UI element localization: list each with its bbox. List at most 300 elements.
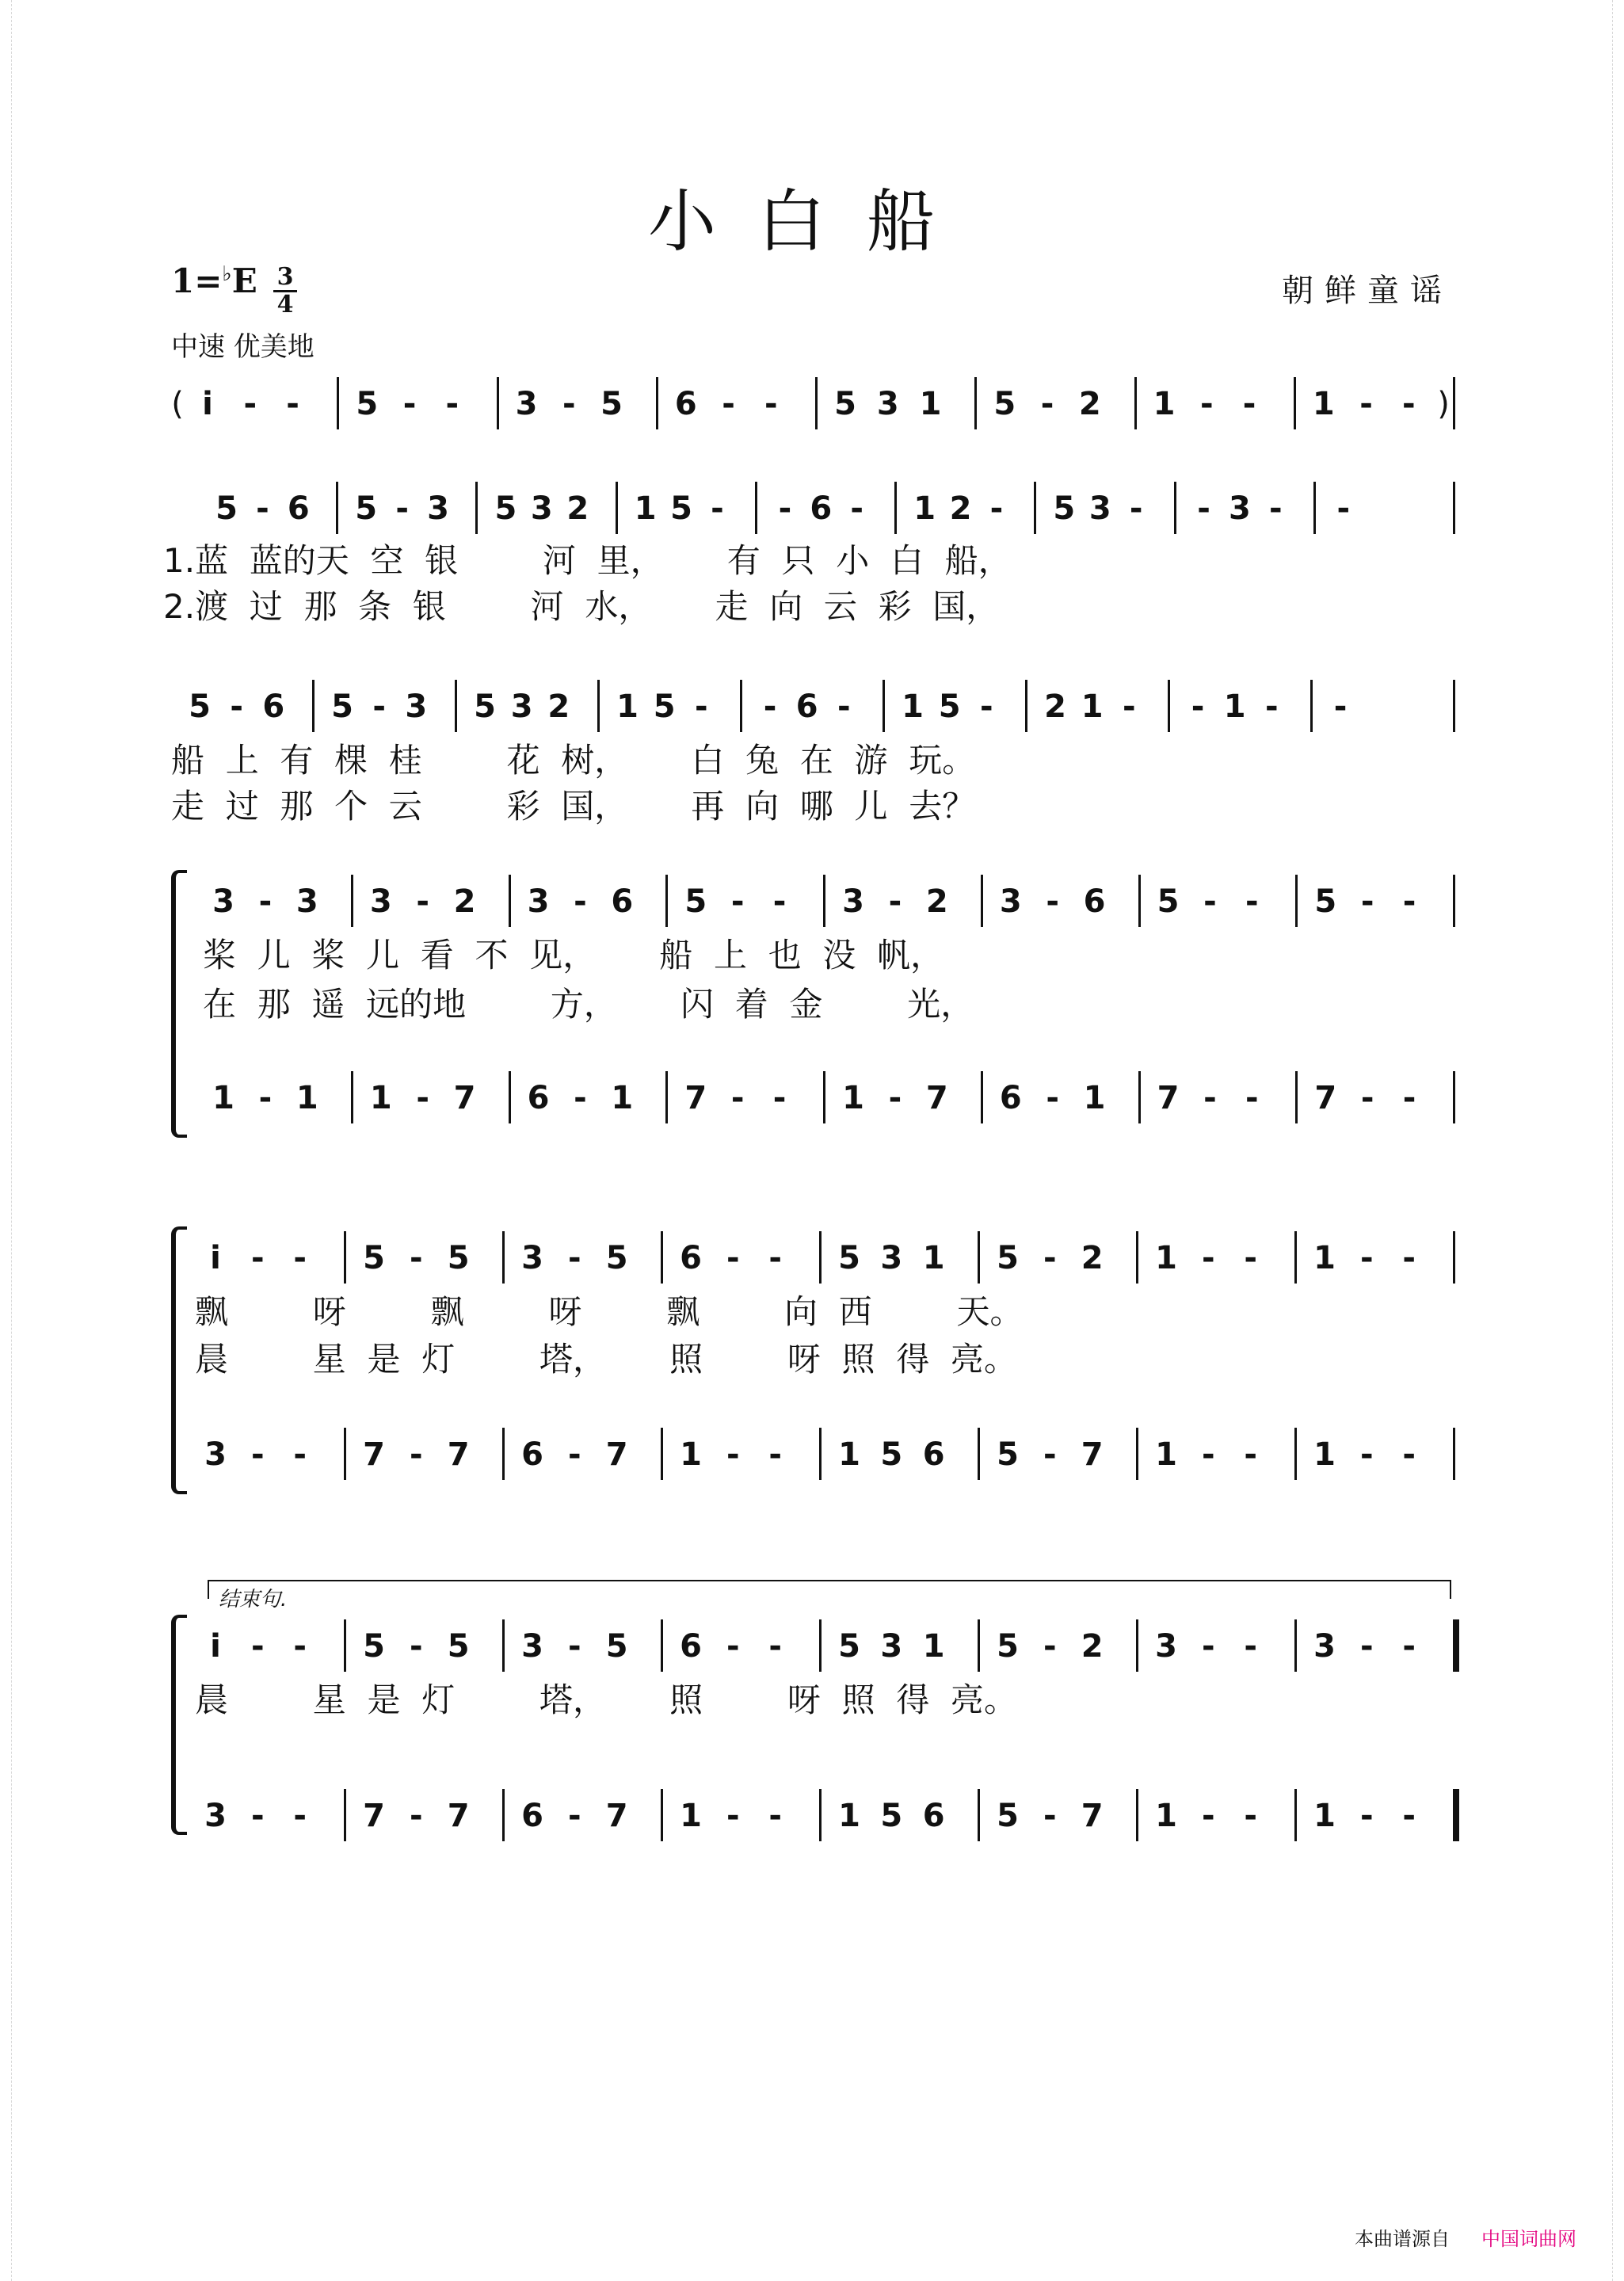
barline <box>1034 482 1036 534</box>
song-title: 小白船 <box>648 182 976 261</box>
ending-lower-row <box>0 1792 1624 1840</box>
note: - <box>1245 883 1259 920</box>
note: - <box>1129 490 1143 527</box>
note: - <box>772 883 787 920</box>
note: 5 <box>997 1798 1019 1834</box>
barline <box>978 1231 980 1284</box>
note: 7 <box>447 1436 470 1473</box>
barline <box>502 1619 505 1672</box>
note: i <box>210 1240 221 1276</box>
note: - <box>888 883 902 920</box>
barline <box>819 1619 822 1672</box>
note: 2 <box>566 490 589 527</box>
note: - <box>568 1628 581 1665</box>
note: - <box>778 490 792 527</box>
note: 1 <box>1155 1798 1177 1834</box>
note: - <box>722 386 735 422</box>
note: - <box>1245 1080 1259 1116</box>
barline <box>823 1071 825 1123</box>
note: - <box>1203 883 1217 920</box>
note: 3 <box>204 1798 227 1834</box>
lyric-chorus1-line2: 飘 呀 飘 呀 飘 向 西 天。 <box>195 1292 1024 1331</box>
note: - <box>251 1628 265 1665</box>
note: - <box>402 386 417 422</box>
barline <box>755 482 757 534</box>
note: - <box>1244 1436 1257 1473</box>
note: 6 <box>795 688 818 725</box>
chorus-lower-row1 <box>0 1074 1624 1122</box>
barline <box>1136 1428 1138 1480</box>
lyric-verse2-line1: 2.渡 过 那 条 银 河 水， 走 向 云 彩 国， <box>163 587 1000 626</box>
barline <box>819 1231 822 1284</box>
barline <box>1453 1428 1455 1480</box>
note: 6 <box>521 1436 543 1473</box>
barline <box>312 680 315 732</box>
note: - <box>1043 1798 1057 1834</box>
note: - <box>1360 1436 1374 1473</box>
barline <box>883 680 885 732</box>
barline <box>336 482 338 534</box>
note: - <box>726 1240 740 1276</box>
note: 3 <box>880 1240 903 1276</box>
note: 7 <box>1081 1436 1104 1473</box>
barline <box>1453 1071 1455 1123</box>
note: - <box>568 1240 581 1276</box>
note: - <box>1244 1628 1257 1665</box>
barline <box>502 1231 505 1284</box>
lyric-chorus2-line1: 在 那 遥 远的地 方， 闪 着 金 光， <box>203 985 974 1024</box>
note: 5 <box>684 883 707 920</box>
note: 7 <box>684 1080 707 1116</box>
note: 5 <box>938 688 961 725</box>
barline <box>1136 1231 1138 1284</box>
note: - <box>1402 883 1416 920</box>
barline <box>1025 680 1027 732</box>
note: 3 <box>521 1628 543 1665</box>
note: 6 <box>810 490 833 527</box>
note: 5 <box>355 490 378 527</box>
note: 3 <box>427 490 449 527</box>
note: - <box>768 1240 782 1276</box>
note: 3 <box>295 883 318 920</box>
time-signature: 3 4 <box>273 266 297 316</box>
barline <box>978 1428 980 1480</box>
note: - <box>1242 386 1256 422</box>
note: - <box>837 688 851 725</box>
barline <box>344 1428 346 1480</box>
barline <box>661 1619 663 1672</box>
note: - <box>1265 688 1279 725</box>
note: - <box>1197 490 1210 527</box>
note: 5 <box>880 1798 903 1834</box>
lyric-verse1-line1: 1.蓝 蓝的天 空 银 河 里， 有 只 小 白 船， <box>163 541 1012 580</box>
note: - <box>1046 883 1059 920</box>
note: 2 <box>949 490 972 527</box>
note: 7 <box>363 1798 385 1834</box>
note: - <box>445 386 459 422</box>
note: 1 <box>919 386 942 422</box>
note: 1 <box>1313 1436 1336 1473</box>
note: 6 <box>527 1080 550 1116</box>
note: 5 <box>834 386 856 422</box>
note: 6 <box>680 1628 702 1665</box>
note: - <box>1402 1080 1416 1116</box>
note: 5 <box>494 490 517 527</box>
note: 7 <box>605 1798 628 1834</box>
note: - <box>1244 1798 1257 1834</box>
note: 5 <box>447 1240 470 1276</box>
note: - <box>410 1436 423 1473</box>
note: 5 <box>838 1240 860 1276</box>
barline <box>981 875 983 927</box>
note: - <box>372 688 386 725</box>
note: 3 <box>842 883 864 920</box>
note: 1 <box>680 1798 702 1834</box>
barline <box>1294 1231 1297 1284</box>
lyric-chorus1-line1: 桨 儿 桨 儿 看 不 见， 船 上 也 没 帆， <box>203 936 944 975</box>
note: - <box>1402 1436 1416 1473</box>
note: 3 <box>204 1436 227 1473</box>
note: - <box>410 1798 423 1834</box>
note: - <box>1360 1240 1374 1276</box>
note: - <box>293 1436 307 1473</box>
note: - <box>768 1436 782 1473</box>
note: 1 <box>1081 688 1104 725</box>
note: 3 <box>999 883 1022 920</box>
note: 2 <box>547 688 570 725</box>
note: - <box>1202 1798 1215 1834</box>
barline <box>978 1619 980 1672</box>
note: - <box>1401 386 1416 422</box>
note: - <box>1360 1798 1374 1834</box>
barline <box>1294 1428 1297 1480</box>
note: 1 <box>1313 1240 1336 1276</box>
note: 5 <box>605 1628 628 1665</box>
barline <box>497 377 499 429</box>
note: 3 <box>405 688 428 725</box>
note: - <box>568 1436 581 1473</box>
note: 5 <box>215 490 238 527</box>
barline <box>1313 482 1316 534</box>
barline <box>974 377 977 429</box>
page-margin-left <box>0 0 12 2281</box>
note: 3 <box>880 1628 903 1665</box>
note: 2 <box>925 883 948 920</box>
barline <box>337 377 339 429</box>
note: 3 <box>212 883 234 920</box>
chorus-lower-row2 <box>0 1431 1624 1478</box>
tempo-marking: 中速 优美地 <box>171 331 315 363</box>
note: - <box>1359 386 1373 422</box>
barline <box>656 377 658 429</box>
note: - <box>1202 1628 1215 1665</box>
note: - <box>574 1080 587 1116</box>
note: - <box>568 1798 581 1834</box>
barline <box>1295 875 1298 927</box>
note: - <box>1360 1080 1374 1116</box>
note: i <box>202 386 213 422</box>
barline <box>1136 1789 1138 1841</box>
footer-site-link[interactable]: 中国词曲网 <box>1481 2228 1576 2250</box>
barline <box>344 1619 346 1672</box>
note: 1 <box>1312 386 1335 422</box>
note: 5 <box>189 688 211 725</box>
note: - <box>1043 1436 1057 1473</box>
note: 5 <box>838 1628 860 1665</box>
ending-label: 结束句. <box>219 1588 288 1612</box>
note: - <box>251 1240 265 1276</box>
system-brace-2 <box>171 1226 187 1494</box>
lyric-ending: 晨 星 是 灯 塔， 照 呀 照 得 亮。 <box>195 1680 1018 1719</box>
note: 2 <box>1081 1628 1104 1665</box>
note: 1 <box>369 1080 392 1116</box>
note: - <box>730 1080 745 1116</box>
barline <box>1453 1231 1455 1284</box>
ending-upper-row <box>0 1623 1624 1670</box>
note: - <box>1336 490 1351 527</box>
barline <box>475 482 478 534</box>
note: 6 <box>611 883 634 920</box>
barline <box>1294 377 1296 429</box>
chorus-upper-row1 <box>0 878 1624 925</box>
note: - <box>410 1240 423 1276</box>
barline <box>1138 1071 1141 1123</box>
composer: 朝鲜童谣 <box>1282 273 1453 309</box>
barline <box>1453 482 1455 534</box>
barline <box>1294 1619 1297 1672</box>
note: - <box>410 1628 423 1665</box>
barline <box>665 1071 668 1123</box>
barline <box>344 1789 346 1841</box>
note: 5 <box>474 688 496 725</box>
note: 1 <box>212 1080 234 1116</box>
note: - <box>230 688 243 725</box>
note: - <box>989 490 1004 527</box>
note: - <box>1402 1628 1416 1665</box>
note: 6 <box>1083 883 1106 920</box>
note: 1 <box>680 1436 702 1473</box>
note: 6 <box>922 1798 945 1834</box>
note: - <box>1040 386 1054 422</box>
note: - <box>1360 883 1374 920</box>
barline <box>597 680 600 732</box>
note: 5 <box>356 386 379 422</box>
note: 5 <box>1314 883 1337 920</box>
lyric-chorus2-line2: 晨 星 是 灯 塔， 照 呀 照 得 亮。 <box>195 1340 1018 1379</box>
note: 5 <box>1157 883 1180 920</box>
note: - <box>763 688 777 725</box>
note: 2 <box>453 883 476 920</box>
barline <box>661 1231 663 1284</box>
note: - <box>768 1628 782 1665</box>
close-paren: ) <box>1437 386 1450 422</box>
note: - <box>1199 386 1214 422</box>
note: 3 <box>527 883 550 920</box>
note: - <box>256 490 269 527</box>
note: 1 <box>1083 1080 1106 1116</box>
note: 5 <box>993 386 1016 422</box>
note: 3 <box>510 688 533 725</box>
note: 3 <box>521 1240 543 1276</box>
footer-source: 本曲谱源自 <box>1355 2228 1450 2250</box>
note: - <box>1046 1080 1059 1116</box>
note: - <box>293 1798 307 1834</box>
note: - <box>1202 1240 1215 1276</box>
barline <box>978 1789 980 1841</box>
open-paren: ( <box>171 386 184 422</box>
note: 1 <box>634 490 657 527</box>
note: 7 <box>363 1436 385 1473</box>
note: 1 <box>295 1080 318 1116</box>
intro-row <box>0 380 1624 428</box>
barline <box>894 482 897 534</box>
note: 3 <box>1229 490 1251 527</box>
note: 6 <box>674 386 697 422</box>
note: - <box>416 883 429 920</box>
note: 7 <box>447 1798 470 1834</box>
note: 3 <box>515 386 538 422</box>
note: 5 <box>363 1628 385 1665</box>
chorus-upper-row2 <box>0 1234 1624 1282</box>
note: - <box>293 1240 307 1276</box>
note: 3 <box>369 883 392 920</box>
barline <box>1295 1071 1298 1123</box>
barline <box>1174 482 1176 534</box>
note: - <box>730 883 745 920</box>
note: 1 <box>1153 386 1176 422</box>
lyric-verse1-line2: 船 上 有 棵 桂 花 树， 白 兔 在 游 玩。 <box>171 741 976 780</box>
barline <box>981 1071 983 1123</box>
note: - <box>726 1798 740 1834</box>
note: - <box>286 386 299 422</box>
verse-notes-row2 <box>0 683 1624 730</box>
key-signature: 1=♭E <box>171 261 257 300</box>
note: 1 <box>913 490 936 527</box>
barline <box>1134 377 1137 429</box>
note: 1 <box>838 1436 860 1473</box>
note: 3 <box>530 490 553 527</box>
note: 5 <box>880 1436 903 1473</box>
note: 6 <box>680 1240 702 1276</box>
barline <box>351 875 353 927</box>
note: - <box>764 386 778 422</box>
ending-bracket <box>208 1580 1451 1599</box>
note: - <box>888 1080 902 1116</box>
note: - <box>1191 688 1205 725</box>
note: 2 <box>1044 688 1066 725</box>
barline <box>819 1789 822 1841</box>
note: 5 <box>331 688 353 725</box>
note: 6 <box>262 688 285 725</box>
note: 5 <box>600 386 623 422</box>
note: - <box>850 490 863 527</box>
note: - <box>772 1080 787 1116</box>
note: - <box>1203 1080 1217 1116</box>
note: - <box>251 1798 265 1834</box>
note: 5 <box>997 1436 1019 1473</box>
barline <box>1453 1789 1459 1841</box>
note: - <box>258 883 273 920</box>
note: 7 <box>453 1080 476 1116</box>
note: 6 <box>287 490 310 527</box>
note: 3 <box>1088 490 1111 527</box>
note: 3 <box>876 386 899 422</box>
note: 1 <box>1313 1798 1336 1834</box>
note: 6 <box>922 1436 945 1473</box>
note: - <box>243 386 257 422</box>
note: - <box>1123 688 1136 725</box>
barline <box>616 482 618 534</box>
barline <box>815 377 818 429</box>
note: 2 <box>1078 386 1101 422</box>
barline <box>740 680 742 732</box>
barline <box>1453 1619 1459 1672</box>
note: - <box>726 1628 740 1665</box>
note: - <box>1043 1628 1057 1665</box>
note: - <box>768 1798 782 1834</box>
barline <box>1453 680 1455 732</box>
note: - <box>258 1080 273 1116</box>
note: 1 <box>922 1628 945 1665</box>
note: - <box>251 1436 265 1473</box>
barline <box>665 875 668 927</box>
lyric-verse2-line2: 走 过 那 个 云 彩 国， 再 向 哪 儿 去？ <box>171 787 976 826</box>
barline <box>819 1428 822 1480</box>
note: 7 <box>605 1436 628 1473</box>
barline <box>502 1789 505 1841</box>
note: 5 <box>670 490 692 527</box>
verse-notes-row1 <box>0 485 1624 532</box>
barline <box>823 875 825 927</box>
barline <box>661 1428 663 1480</box>
note: - <box>1402 1240 1416 1276</box>
note: 5 <box>1053 490 1076 527</box>
barline <box>455 680 457 732</box>
barline <box>1168 680 1170 732</box>
note: - <box>695 688 708 725</box>
note: - <box>293 1628 307 1665</box>
barline <box>1294 1789 1297 1841</box>
note: 5 <box>653 688 676 725</box>
note: - <box>1269 490 1283 527</box>
note: - <box>1333 688 1348 725</box>
note: 6 <box>521 1798 543 1834</box>
note: - <box>574 883 587 920</box>
system-brace-1 <box>171 870 187 1138</box>
barline <box>661 1789 663 1841</box>
note: - <box>726 1436 740 1473</box>
note: - <box>711 490 724 527</box>
note: - <box>1402 1798 1416 1834</box>
note: 1 <box>611 1080 634 1116</box>
barline <box>509 1071 511 1123</box>
barline <box>509 875 511 927</box>
note: - <box>395 490 409 527</box>
system-brace-3 <box>171 1615 187 1835</box>
note: 1 <box>842 1080 864 1116</box>
note: 2 <box>1081 1240 1104 1276</box>
note: 5 <box>997 1628 1019 1665</box>
note: - <box>980 688 993 725</box>
note: - <box>1043 1240 1057 1276</box>
note: 5 <box>997 1240 1019 1276</box>
note: 5 <box>605 1240 628 1276</box>
note: 1 <box>922 1240 945 1276</box>
page-margin-right <box>1612 0 1624 2281</box>
barline <box>1453 875 1455 927</box>
note: - <box>1202 1436 1215 1473</box>
note: 6 <box>999 1080 1022 1116</box>
